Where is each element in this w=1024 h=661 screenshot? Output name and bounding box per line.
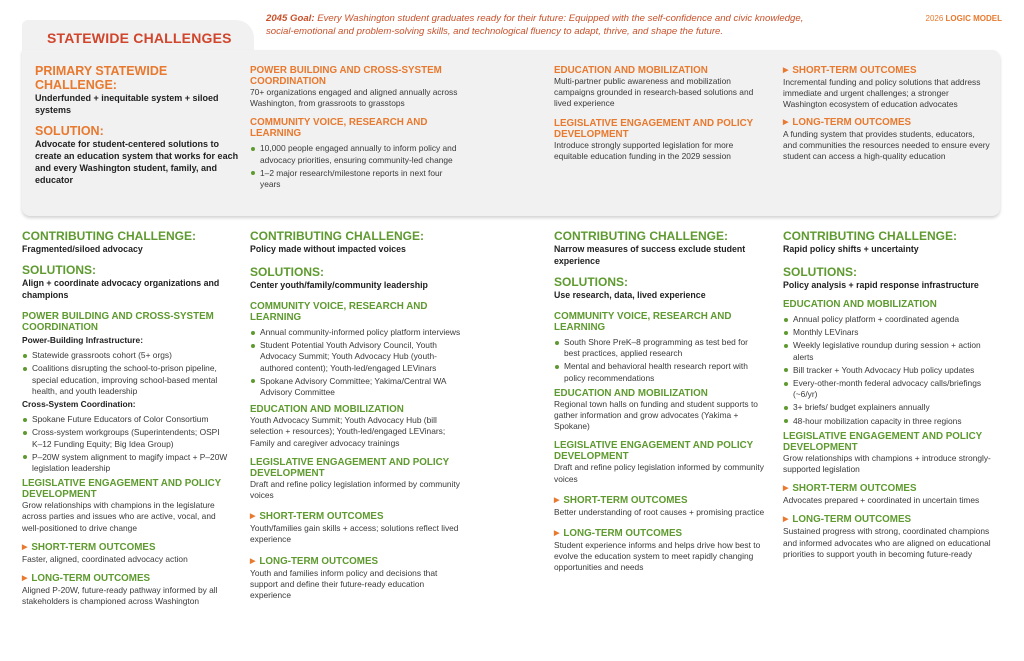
education-heading: EDUCATION AND MOBILIZATION xyxy=(250,404,404,416)
list-item: P–20W system alignment to magify impact + P–20W legislation leadership xyxy=(22,452,232,474)
legislative-text: Grow relationships with champions + introduce strongly-supported legislation xyxy=(783,452,991,475)
list-item: Coalitions disrupting the school-to-prison pipeline, special education, improving school-based mental health, and youth leadership xyxy=(22,363,232,397)
legislative-text: Draft and refine policy legislation informed by community voices xyxy=(250,478,460,501)
infrastructure-list xyxy=(22,350,232,397)
solution-heading: SOLUTION: xyxy=(35,124,104,138)
list-item: Every-other-month federal advocacy calls/briefings (~6/yr) xyxy=(783,378,998,400)
long-term-heading: ▶ LONG-TERM OUTCOMES xyxy=(783,514,998,526)
solutions-text: Policy analysis + rapid response infrastructure xyxy=(783,280,979,290)
cross-system-label: Cross-System Coordination: xyxy=(22,399,136,410)
short-term-text: Incremental funding and policy solutions that address immediate and urgent challenges; a stronger Washington ecosystem of education advocates xyxy=(783,77,981,110)
goal-label: 2045 Goal: xyxy=(266,13,315,24)
list-item: Monthly LEVinars xyxy=(783,327,998,338)
list-item: Cross-system workgroups (Superintendents; OSPI K–12 Funding Equity; Big Idea Group) xyxy=(22,427,232,449)
list-item: 1–2 major research/milestone reports in next four years xyxy=(250,168,465,190)
list-item: 10,000 people engaged annually to inform policy and advocacy priorities, ensuring community-led change xyxy=(250,143,465,165)
contributing-column-4 xyxy=(783,229,998,560)
solutions-text: Align + coordinate advocacy organizations and champions xyxy=(22,278,220,300)
legislative-heading: LEGISLATIVE ENGAGEMENT AND POLICY DEVELOPMENT xyxy=(554,440,754,463)
long-term-text: Student experience informs and helps drive how best to evolve the education system to meet rapidly changing opportunities and needs xyxy=(554,540,761,573)
legislative-text: Introduce strongly supported legislation for more equitable education funding in the 2029 session xyxy=(554,139,734,161)
power-building-text: 70+ organizations engaged and aligned annually across Washington, from grassroots to grasstops xyxy=(250,87,458,109)
legislative-text: Grow relationships with champions in the legislature across parties and issues who are active, vocal, and well-positioned to drive change xyxy=(22,500,216,533)
statewide-power-column xyxy=(250,65,465,192)
cross-system-list xyxy=(22,414,232,474)
power-building-heading: POWER BUILDING AND CROSS-SYSTEM COORDINATION xyxy=(250,65,442,87)
long-term-text: Sustained progress with strong, coordinated champions and informed advocates who are aligned on educational priorities to support youth in becoming future-ready xyxy=(783,526,991,559)
statewide-education-column xyxy=(554,65,764,162)
legislative-heading: LEGISLATIVE ENGAGEMENT AND POLICY DEVELOPMENT xyxy=(554,117,754,140)
list-item: Bill tracker + Youth Advocacy Hub policy updates xyxy=(783,365,998,376)
list-item: Spokane Future Educators of Color Consortium xyxy=(22,414,232,425)
primary-challenge-heading: PRIMARY STATEWIDE CHALLENGE: xyxy=(35,64,168,92)
community-voice-list xyxy=(250,327,465,398)
contributing-challenge-heading: CONTRIBUTING CHALLENGE: xyxy=(22,229,196,243)
list-item: Statewide grassroots cohort (5+ orgs) xyxy=(22,350,232,361)
goal-statement xyxy=(266,13,806,38)
legislative-text: Draft and refine policy legislation informed by community voices xyxy=(554,462,764,484)
short-term-heading: ▶ SHORT-TERM OUTCOMES xyxy=(783,483,998,495)
solutions-text: Center youth/family/community leadership xyxy=(250,280,428,290)
community-voice-heading: COMMUNITY VOICE, RESEARCH AND LEARNING xyxy=(250,301,428,323)
list-item: Mental and behavioral health research report with policy recommendations xyxy=(554,361,766,383)
community-voice-heading: COMMUNITY VOICE, RESEARCH AND LEARNING xyxy=(250,117,428,140)
logic-model-label xyxy=(926,14,1002,23)
education-text: Youth Advocacy Summit; Youth Advocacy Hub (bill selection + resources); Youth-led/engaged LEVinars; Family and caregiver advocacy trainings xyxy=(250,415,446,448)
contributing-challenge-text: Fragmented/siloed advocacy xyxy=(22,244,143,254)
list-item: South Shore PreK–8 programming as test bed for best practices, applied research xyxy=(554,337,766,359)
solutions-heading: SOLUTIONS: xyxy=(250,265,324,279)
contributing-challenge-heading: CONTRIBUTING CHALLENGE: xyxy=(554,229,728,243)
short-term-text: Better understanding of root causes + promising practice xyxy=(554,506,765,517)
community-voice-list xyxy=(250,143,465,190)
statewide-primary-column xyxy=(35,64,240,186)
contributing-challenge-text: Rapid policy shifts + uncertainty xyxy=(783,244,919,254)
contributing-challenge-text: Narrow measures of success exclude student experience xyxy=(554,244,746,266)
primary-challenge-text: Underfunded + inequitable system + siloed systems xyxy=(35,93,219,115)
short-term-heading: ▶ SHORT-TERM OUTCOMES xyxy=(22,542,232,554)
long-term-heading: ▶ LONG-TERM OUTCOMES xyxy=(22,573,232,585)
statewide-outcomes-column xyxy=(783,65,991,162)
education-text: Multi-partner public awareness and mobilization campaigns grounded in research-based solutions and lived experience xyxy=(554,76,754,109)
list-item: Annual policy platform + coordinated agenda xyxy=(783,314,998,325)
long-term-text: Youth and families inform policy and decisions that support and define their future-ready education experience xyxy=(250,567,438,601)
year: 2026 xyxy=(925,14,944,23)
solutions-heading: SOLUTIONS: xyxy=(554,275,628,289)
model-label: LOGIC MODEL xyxy=(945,14,1002,23)
short-term-heading: ▶ SHORT-TERM OUTCOMES xyxy=(783,65,991,77)
tab-title: STATEWIDE CHALLENGES xyxy=(47,30,232,46)
contributing-challenge-text: Policy made without impacted voices xyxy=(250,244,406,254)
goal-text: Every Washington student graduates ready for their future: Equipped with the self-confidence and civic knowledge, social-emotional and problem-solving skills, and technological fluency to adapt, thrive, and shape the future. xyxy=(266,13,804,37)
legislative-heading: LEGISLATIVE ENGAGEMENT AND POLICY DEVELOPMENT xyxy=(22,478,222,501)
education-heading: EDUCATION AND MOBILIZATION xyxy=(554,65,708,76)
list-item: Spokane Advisory Committee; Yakima/Central WA Advisory Committee xyxy=(250,376,465,398)
education-heading: EDUCATION AND MOBILIZATION xyxy=(783,299,937,310)
contributing-challenge-heading: CONTRIBUTING CHALLENGE: xyxy=(783,229,957,243)
contributing-column-1 xyxy=(22,229,232,607)
legislative-heading: LEGISLATIVE ENGAGEMENT AND POLICY DEVELOPMENT xyxy=(250,456,450,479)
long-term-heading: ▶ LONG-TERM OUTCOMES xyxy=(783,117,991,129)
long-term-heading: ▶ LONG-TERM OUTCOMES xyxy=(554,528,766,540)
list-item: 48-hour mobilization capacity in three regions xyxy=(783,416,998,427)
legislative-heading: LEGISLATIVE ENGAGEMENT AND POLICY DEVELOPMENT xyxy=(783,430,983,453)
short-term-heading: ▶ SHORT-TERM OUTCOMES xyxy=(554,495,766,507)
contributing-column-2 xyxy=(250,229,465,601)
contributing-challenge-heading: CONTRIBUTING CHALLENGE: xyxy=(250,229,424,243)
short-term-text: Youth/families gain skills + access; solutions reflect lived experience xyxy=(250,523,459,545)
long-term-heading: ▶ LONG-TERM OUTCOMES xyxy=(250,556,465,568)
contributing-column-3 xyxy=(554,229,766,574)
solutions-text: Use research, data, lived experience xyxy=(554,290,706,300)
list-item: Weekly legislative roundup during session + action alerts xyxy=(783,340,998,362)
long-term-text: Aligned P-20W, future-ready pathway informed by all stakeholders is championed across Washington xyxy=(22,585,218,607)
long-term-text: A funding system that provides students, educators, and communities the resources needed to ensure every student can access a high-quality education xyxy=(783,128,990,162)
list-item: Annual community-informed policy platform interviews xyxy=(250,327,465,338)
solutions-heading: SOLUTIONS: xyxy=(783,265,857,279)
short-term-heading: ▶ SHORT-TERM OUTCOMES xyxy=(250,511,465,523)
education-text: Regional town halls on funding and student supports to gather information and grow advocates (Yakima + Spokane) xyxy=(554,398,758,432)
solution-text: Advocate for student-centered solutions to create an education system that works for each and every Washington student, family, and educator xyxy=(35,139,239,185)
power-building-heading: POWER BUILDING AND CROSS-SYSTEM COORDINATION xyxy=(22,311,214,333)
list-item: 3+ briefs/ budget explainers annually xyxy=(783,402,998,413)
community-voice-heading: COMMUNITY VOICE, RESEARCH AND LEARNING xyxy=(554,311,732,333)
solutions-heading: SOLUTIONS: xyxy=(22,263,96,277)
short-term-text: Faster, aligned, coordinated advocacy action xyxy=(22,553,188,564)
education-list xyxy=(783,314,998,427)
community-voice-list xyxy=(554,337,766,384)
list-item: Student Potential Youth Advisory Council, Youth Advocacy Summit; Youth Advocacy Hub (youth-authored content); Youth-led/engaged LEVinars xyxy=(250,340,465,374)
infrastructure-label: Power-Building Infrastructure: xyxy=(22,335,143,345)
short-term-text: Advocates prepared + coordinated in uncertain times xyxy=(783,495,980,506)
education-heading: EDUCATION AND MOBILIZATION xyxy=(554,387,708,399)
